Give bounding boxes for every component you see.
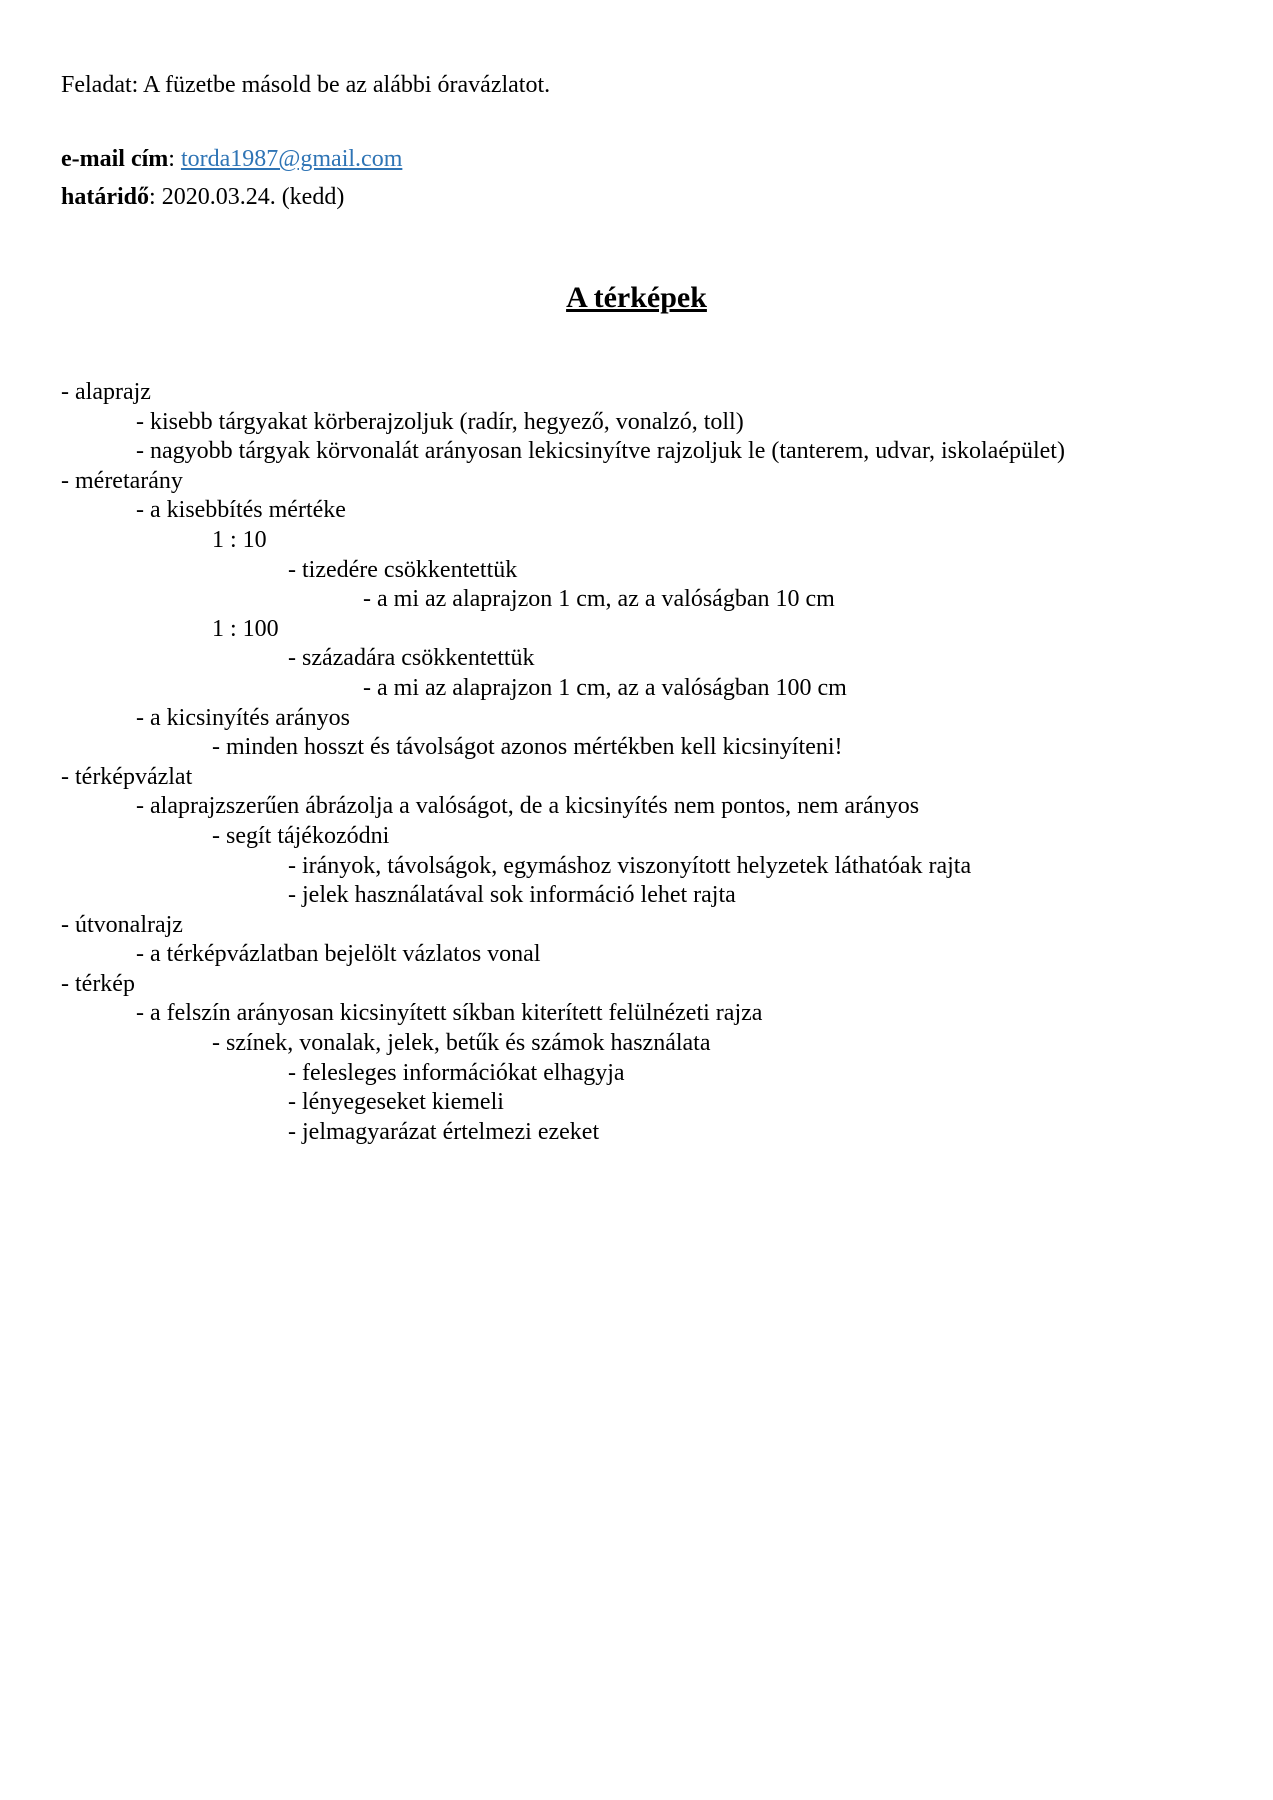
outline-item: - nagyobb tárgyak körvonalát arányosan lekicsinyítve rajzoljuk le (tanterem, udvar, iskolaépület) (136, 438, 1065, 465)
outline-item: - minden hosszt és távolságot azonos mértékben kell kicsinyíteni! (212, 734, 843, 761)
outline-item: - kisebb tárgyakat körberajzoljuk (radír, hegyező, vonalzó, toll) (136, 408, 744, 435)
outline-item: - a mi az alaprajzon 1 cm, az a valóságban 100 cm (363, 674, 847, 701)
outline-item: - a kicsinyítés arányos (136, 704, 350, 731)
email-separator: : (168, 146, 175, 172)
outline-item: - útvonalrajz (61, 911, 183, 938)
outline-item: - a felszín arányosan kicsinyített síkban kiterített felülnézeti rajza (136, 1000, 763, 1027)
outline-item: - a térképvázlatban bejelölt vázlatos vonal (136, 941, 541, 968)
outline-item: - színek, vonalak, jelek, betűk és számok használata (212, 1030, 711, 1057)
outline-item: - századára csökkentettük (288, 645, 535, 672)
lesson-outline (61, 378, 1241, 1147)
outline-item: - alaprajzszerűen ábrázolja a valóságot, de a kicsinyítés nem pontos, nem arányos (136, 793, 920, 820)
deadline-value: 2020.03.24. (kedd) (161, 184, 345, 210)
outline-item: - a kisebbítés mértéke (136, 497, 346, 524)
outline-item: - jelmagyarázat értelmezi ezeket (288, 1118, 600, 1145)
outline-item: - a mi az alaprajzon 1 cm, az a valóságban 10 cm (363, 586, 835, 613)
outline-item: - térképvázlat (61, 763, 193, 790)
email-label: e-mail cím (61, 146, 169, 172)
email-line (61, 144, 402, 174)
outline-item: 1 : 100 (212, 615, 279, 642)
outline-item: 1 : 10 (212, 526, 267, 553)
deadline-label: határidő (61, 184, 150, 210)
outline-item: - jelek használatával sok információ lehet rajta (288, 882, 736, 909)
outline-item: - irányok, távolságok, egymáshoz viszonyított helyzetek láthatóak rajta (288, 852, 972, 879)
outline-item: - térkép (61, 970, 135, 997)
task-instruction: Feladat: A füzetbe másold be az alábbi óravázlatot. (61, 72, 551, 98)
email-link[interactable]: torda1987@gmail.com (180, 146, 403, 172)
outline-item: - lényegeseket kiemeli (288, 1089, 504, 1116)
page-title: A térképek (566, 281, 707, 314)
outline-item: - segít tájékozódni (212, 822, 390, 849)
outline-item: - alaprajz (61, 379, 151, 405)
deadline-line (61, 182, 344, 212)
deadline-separator: : (149, 184, 156, 210)
outline-item: - tizedére csökkentettük (288, 556, 518, 583)
outline-item: - felesleges információkat elhagyja (288, 1059, 625, 1086)
outline-item: - méretarány (61, 467, 183, 494)
